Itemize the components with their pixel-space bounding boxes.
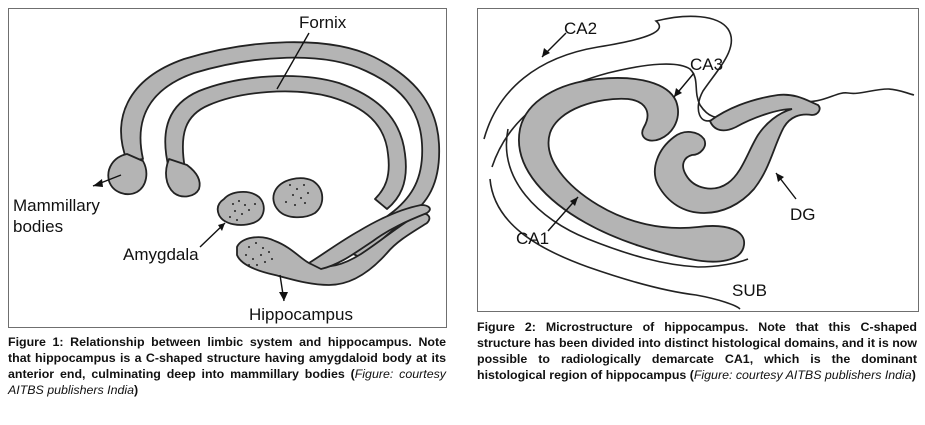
fornix-label: Fornix (299, 13, 347, 32)
amygdala-arrowhead (218, 223, 225, 231)
dg-label: DG (790, 205, 816, 224)
figure2-caption-tail: ) (911, 368, 916, 382)
figure1-caption-credit: Figure: courtesy AITBS publishers India (8, 367, 446, 397)
figure1-caption-text: Figure 1: Relationship between limbic system and hippocampus. Note that hippocampus is a C-shaped structure having amygdaloid body at its anterior end, culminating deep into mammillary bodies ( (8, 335, 446, 381)
hippocampus-arrowhead (279, 292, 288, 301)
mammillary-bodies-label: Mammillary bodies (13, 196, 100, 236)
figure2-caption (477, 319, 917, 383)
figure2-caption-text: Figure 2: Microstructure of hippocampus. Note that this C-shaped structure has been divided into distinct histological domains, and it is now possible to radiologically demarcate CA1, which is the dominant histological region of hippocampus ( (477, 320, 917, 382)
amygdala (218, 192, 264, 225)
ca2-label: CA2 (564, 19, 598, 38)
ca3-label: CA3 (690, 55, 724, 74)
figure1-panel (8, 8, 447, 328)
figure2-panel (477, 8, 919, 312)
amygdala-label: Amygdala (123, 245, 199, 264)
hippocampus-label: Hippocampus (249, 305, 353, 324)
figure2-caption-credit: Figure: courtesy AITBS publishers India (693, 368, 912, 382)
cornu-ammonis-band (519, 78, 744, 262)
ca1-label: CA1 (516, 229, 550, 248)
mammillary-body-left (108, 154, 146, 194)
figure1-caption (8, 334, 446, 398)
limbic-system-diagram (9, 9, 446, 327)
sub-label: SUB (732, 281, 767, 300)
figure1-caption-tail: ) (134, 383, 139, 397)
dg-arrowhead (776, 173, 784, 182)
mammillary-body-right (166, 159, 200, 196)
dentate-gyrus-band (655, 95, 820, 213)
hippocampal-head (273, 178, 322, 217)
mammillary-arrowhead (93, 179, 103, 187)
